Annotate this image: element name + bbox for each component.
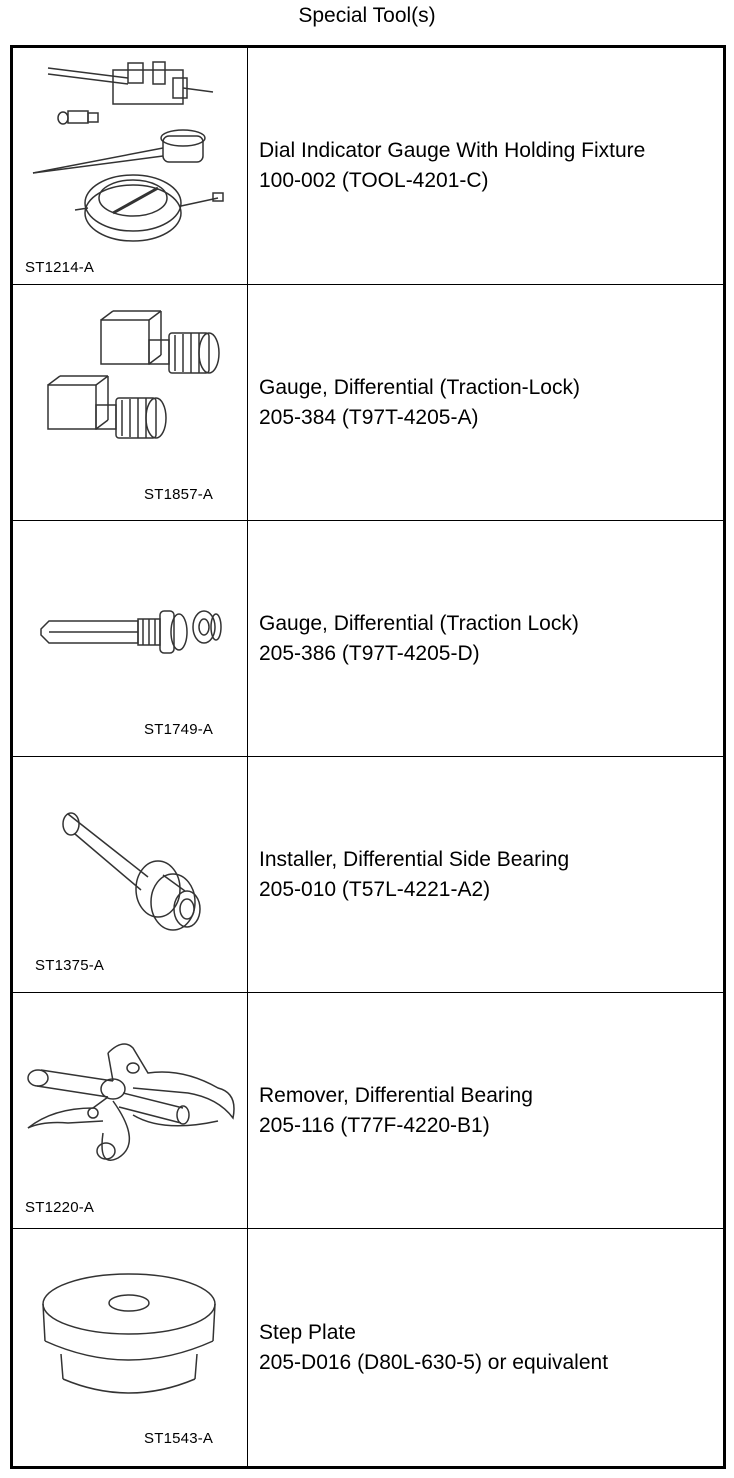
tool-description — [259, 993, 719, 1228]
tool-number: 100-002 (TOOL-4201-C) — [259, 169, 489, 192]
tool-number: 205-116 (T77F-4220-B1) — [259, 1113, 490, 1137]
tool-illustration-cell — [13, 993, 248, 1228]
tool-description — [259, 757, 719, 992]
tool-illustration-cell — [13, 757, 248, 992]
tool-name: Dial Indicator Gauge With Holding Fixture — [259, 139, 646, 162]
tool-description — [259, 48, 719, 284]
tool-illustration-cell — [13, 285, 248, 520]
tool-name: Gauge, Differential (Traction Lock) — [259, 611, 579, 635]
tool-name: Installer, Differential Side Bearing — [259, 847, 570, 871]
dial-indicator-illustration — [13, 48, 247, 284]
figure-code: ST1749-A — [144, 721, 214, 738]
table-row — [13, 520, 723, 756]
tool-illustration-cell — [13, 521, 248, 756]
tool-name: Remover, Differential Bearing — [259, 1083, 533, 1107]
tool-number: 205-384 (T97T-4205-A) — [259, 405, 479, 429]
tool-number: 205-D016 (D80L-630-5) or equivalent — [259, 1350, 609, 1374]
bearing-remover-illustration — [13, 993, 247, 1229]
tool-name: Step Plate — [259, 1320, 356, 1344]
special-tools-table — [10, 45, 726, 1469]
table-row — [13, 1228, 723, 1466]
figure-code: ST1220-A — [25, 1199, 95, 1216]
figure-code: ST1214-A — [25, 259, 95, 276]
tool-illustration-cell — [13, 1229, 248, 1466]
tool-name: Gauge, Differential (Traction-Lock) — [259, 375, 580, 399]
table-row — [13, 48, 723, 284]
tool-description — [259, 285, 719, 520]
page-title: Special Tool(s) — [298, 4, 436, 27]
tool-description — [259, 521, 719, 756]
table-row — [13, 756, 723, 992]
tool-number: 205-010 (T57L-4221-A2) — [259, 877, 491, 901]
tool-number: 205-386 (T97T-4205-D) — [259, 641, 480, 665]
tool-illustration-cell — [13, 48, 248, 284]
table-row — [13, 284, 723, 520]
figure-code: ST1857-A — [144, 486, 214, 503]
figure-code: ST1543-A — [144, 1430, 214, 1447]
tool-description — [259, 1229, 719, 1466]
table-row — [13, 992, 723, 1228]
figure-code: ST1375-A — [35, 957, 105, 974]
